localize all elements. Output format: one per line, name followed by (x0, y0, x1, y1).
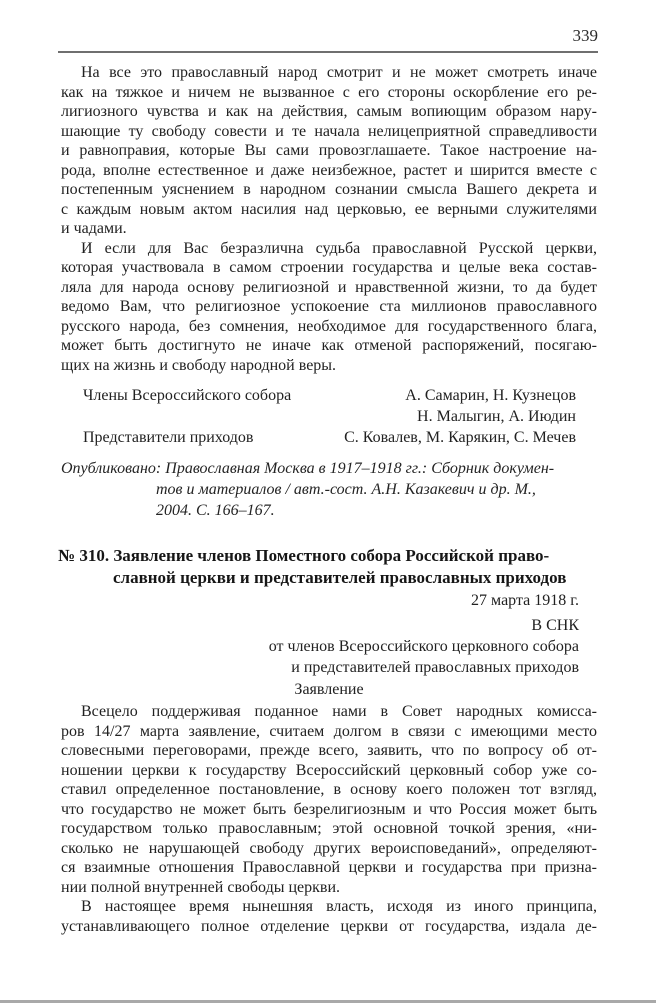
signature-block (61, 385, 597, 448)
page-number: 339 (572, 26, 598, 45)
page-content (58, 63, 597, 936)
page-bottom-edge (0, 1000, 656, 1003)
text-line: словесными переговорами, прежде всего, заявить, что по вопросу об от- (61, 742, 597, 759)
text-line: ров 14/27 марта заявление, считаем долгом в связи с имеющими место (61, 722, 597, 740)
text-line: и чадами. (61, 220, 127, 237)
text-line: может быть достигнуто не иначе как отменой распоряжений, посягаю- (61, 337, 597, 354)
signature-row (61, 427, 597, 448)
text-line: и равноправия, которые Вы сами провозглашаете. Такое настроение на- (61, 142, 597, 159)
text-line: что государство не может быть безрелигиозным и что Россия может быть (61, 800, 597, 818)
document-heading-line: славной церкви и представителей православных приходов (113, 568, 567, 587)
text-line: которая участвовала в самом строении государства и целые века состав- (61, 259, 597, 276)
header-rule (58, 51, 598, 53)
signature-row (61, 385, 597, 406)
text-line: ношении церкви к государству Всероссийский церковный собор уже со- (61, 761, 597, 779)
signature-role (61, 406, 83, 427)
signature-names: А. Самарин, Н. Кузнецов (405, 387, 576, 404)
text-line: русского народа, без сомнения, необходимое для государственного блага, (61, 317, 597, 335)
published-line: 2004. С. 166–167. (156, 502, 275, 519)
text-line: ляла для народа основу религиозной и нравственной жизни, то да будет (61, 278, 597, 296)
signature-role: Представители приходов (83, 429, 254, 446)
document-heading (58, 545, 597, 589)
address-block (61, 615, 597, 678)
published-note (61, 458, 597, 521)
text-line: ставил определенное постановление, в основу коего положен тот взгляд, (61, 781, 597, 798)
text-line: Всецело поддерживая поданное нами в Совет народных комисса- (81, 703, 597, 720)
text-line: На все это православный народ смотрит и не может смотреть иначе (81, 64, 597, 81)
document-date: 27 марта 1918 г. (471, 592, 579, 609)
signature-row (61, 406, 597, 427)
document-heading-line: № 310. Заявление членов Поместного собора Российской право- (58, 546, 550, 565)
text-line: государством только православным; этой основной точкой зрения, «ни- (61, 820, 597, 837)
address-line: от членов Всероссийского церковного собора (268, 638, 579, 655)
signature-names: Н. Малыгин, А. Июдин (417, 408, 576, 425)
address-line: и представителей православных приходов (291, 659, 579, 676)
text-line: ся взаимные отношения Православной церкви и государства при призна- (61, 859, 597, 876)
document-subtitle: Заявление (294, 681, 364, 698)
paragraph (61, 702, 597, 897)
paragraph (61, 239, 597, 376)
published-line: тов и материалов / авт.-сост. А.Н. Казакевич и др. М., (156, 481, 536, 498)
paragraph (61, 63, 597, 239)
text-line: нии полной внутренней свободы церкви. (61, 878, 341, 896)
text-line: постепенным уяснением в народном сознании смысла Вашего декрета и (61, 181, 597, 198)
text-line: устанавливающего полное отделение церкви от государства, издала де- (61, 917, 597, 935)
text-line: щих на жизнь и свободу народной веры. (61, 356, 337, 374)
text-line: лигиозного чувства и как на действия, самым вопиющим образом нару- (61, 103, 597, 120)
published-line: Опубликовано: Православная Москва в 1917–1918 гг.: Сборник докумен- (61, 460, 555, 477)
text-line: сколько не нарушающей свободу других вероисповеданий», определяют- (61, 839, 597, 857)
text-line: И если для Вас безразлична судьба православной Русской церкви, (81, 239, 597, 257)
text-line: как на тяжкое и ничем не вызванное с его стороны оскорбление его ре- (61, 83, 597, 101)
page-header (58, 26, 598, 46)
text-line: рода, вполне естественное и даже неизбежное, растет и ширится вместе с (61, 161, 597, 179)
text-line: с каждым новым актом насилия над церковью, ее верными служителями (61, 200, 597, 218)
text-line: шающие ту свободу совести и те начала нелицеприятной справедливости (61, 122, 597, 140)
text-line: В настоящее время нынешняя власть, исходя из иного принципа, (81, 898, 597, 915)
paragraph (61, 897, 597, 936)
address-line: В СНК (531, 617, 579, 634)
text-line: ведомо Вам, что религиозное успокоение ста миллионов православного (61, 298, 597, 315)
signature-role: Члены Всероссийского собора (83, 387, 292, 404)
signature-names: С. Ковалев, М. Карякин, С. Мечев (344, 429, 576, 446)
